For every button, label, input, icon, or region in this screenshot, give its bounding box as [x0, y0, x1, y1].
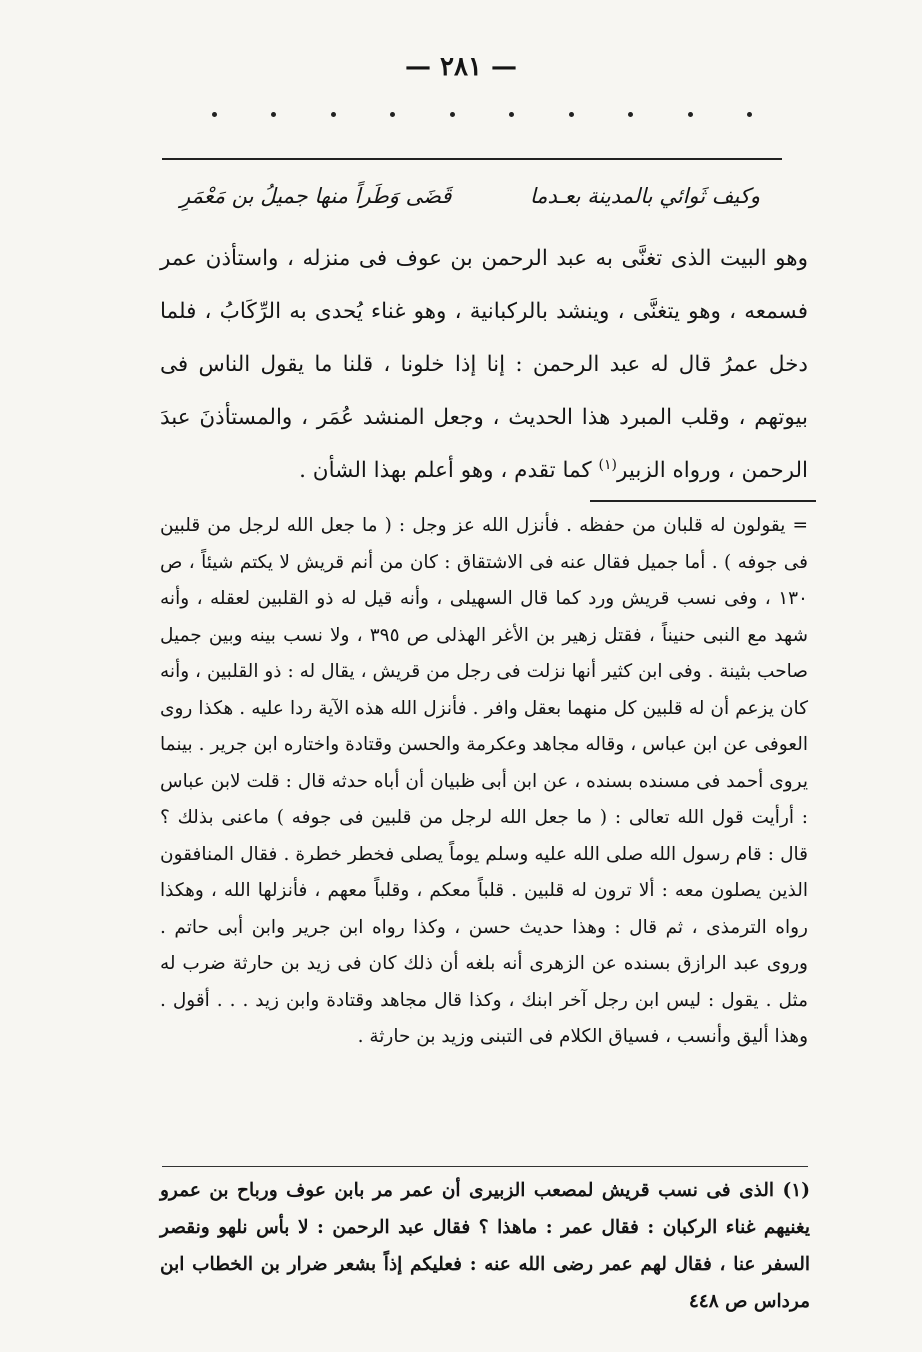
verse-first-hemistich: وكيف ثَوائي بالمدينة بعـدما [529, 184, 760, 208]
footnote-reference: (١) [598, 456, 617, 473]
page-number: — ٢٨١ — [404, 52, 518, 82]
poetry-verse [180, 174, 760, 218]
verse-second-hemistich: قَضَى وَطَراً منها جميلُ بن مَعْمَرِ [180, 184, 452, 208]
main-paragraph [160, 232, 808, 497]
dot-ornament [450, 112, 455, 117]
dot-ornament [509, 112, 514, 117]
ornamental-dots [212, 112, 752, 117]
dot-ornament [628, 112, 633, 117]
header-rule [162, 158, 782, 160]
dot-ornament [271, 112, 276, 117]
dot-ornament [390, 112, 395, 117]
dot-ornament [747, 112, 752, 117]
footnote-text: (١) الذى فى نسب قريش لمصعب الزبيرى أن عمر مر بابن عوف ورباح بن عمرو يغنيهم غناء الركبان : فقال عمر : ماهذا ؟ فقال عبد الرحمن : لا بأس نلهو ونقصر السفر عنا ، فقال لهم عمر رضى الله عنه : فعليكم إذاً بشعر ضرار بن الخطاب ابن مرداس ص ٤٤٨ [160, 1180, 810, 1312]
footnote-rule [162, 1166, 808, 1167]
commentary-block [160, 508, 808, 1056]
commentary-text: = يقولون له قلبان من حفظه . فأنزل الله عز وجل : ( ما جعل الله لرجل من قلبين فى جوفه ) . أما جميل فقال عنه فى الاشتقاق : كان من أنم قريش لا يكتم شيئاً ، ص ١٣٠ ، وفى نسب قريش ورد كما قال السهيلى ، وأنه قيل له ذو القلبين لعقله ، وأنه شهد مع النبى حنيناً ، فقتل زهير بن الأغر الهذلى ص ٣٩٥ ، ولا نسب بينه وبين جميل صاحب بثينة . وفى ابن كثير أنها نزلت فى رجل من قريش ، يقال له : ذو القلبين ، وأنه كان يزعم أن له قلبين كل منهما بعقل وافر . فأنزل الله هذه الآية ردا عليه . هكذا روى العوفى عن ابن عباس ، وقاله مجاهد وعكرمة والحسن وقتادة واختاره ابن جرير . بينما يروى أحمد فى مسنده بسنده ، عن ابن أبى ظبيان أن أباه حدثه قال : قلت لابن عباس : أرأيت قول الله تعالى : ( ما جعل الله لرجل من قلبين فى جوفه ) ماعنى بذلك ؟ قال : قام رسول الله صلى الله عليه وسلم يوماً يصلى فخطر خطرة . فقال المنافقون الذين يصلون معه : ألا ترون له قلبين . قلباً معكم ، وقلباً معهم ، فأنزلها الله ، وهكذا رواه الترمذى ، ثم قال : وهذا حديث حسن ، وكذا رواه ابن جرير وابن أبى حاتم . وروى عبد الرازق بسنده عن الزهرى أنه بلغه أن ذلك كان فى زيد بن حارثة ضرب له مثل . يقول : ليس ابن رجل آخر ابنك ، وكذا قال مجاهد وقتادة وابن زيد . . . أقول . وهذا أليق وأنسب ، فسياق الكلام فى التبنى وزيد بن حارثة . [160, 515, 808, 1047]
main-paragraph-text: وهو البيت الذى تغنَّى به عبد الرحمن بن عوف فى منزله ، واستأذن عمر فسمعه ، وهو يتغنَّى ، وينشد بالركبانية ، وهو غناء يُحدى به الرِّكَابُ ، فلما دخل عمرُ قال له عبد الرحمن : إنا إذا خلونا ، قلنا ما يقول الناس فى بيوتهم ، وقلب المبرد هذا الحديث ، وجعل المنشد عُمَر ، والمستأذنَ عبدَ الرحمن ، ورواه الزبير [160, 246, 808, 483]
commentary-rule [590, 500, 816, 502]
dot-ornament [569, 112, 574, 117]
main-paragraph-end: كما تقدم ، وهو أعلم بهذا الشأن . [299, 458, 599, 483]
dot-ornament [688, 112, 693, 117]
footnote-block [160, 1172, 810, 1320]
dot-ornament [212, 112, 217, 117]
dot-ornament [331, 112, 336, 117]
